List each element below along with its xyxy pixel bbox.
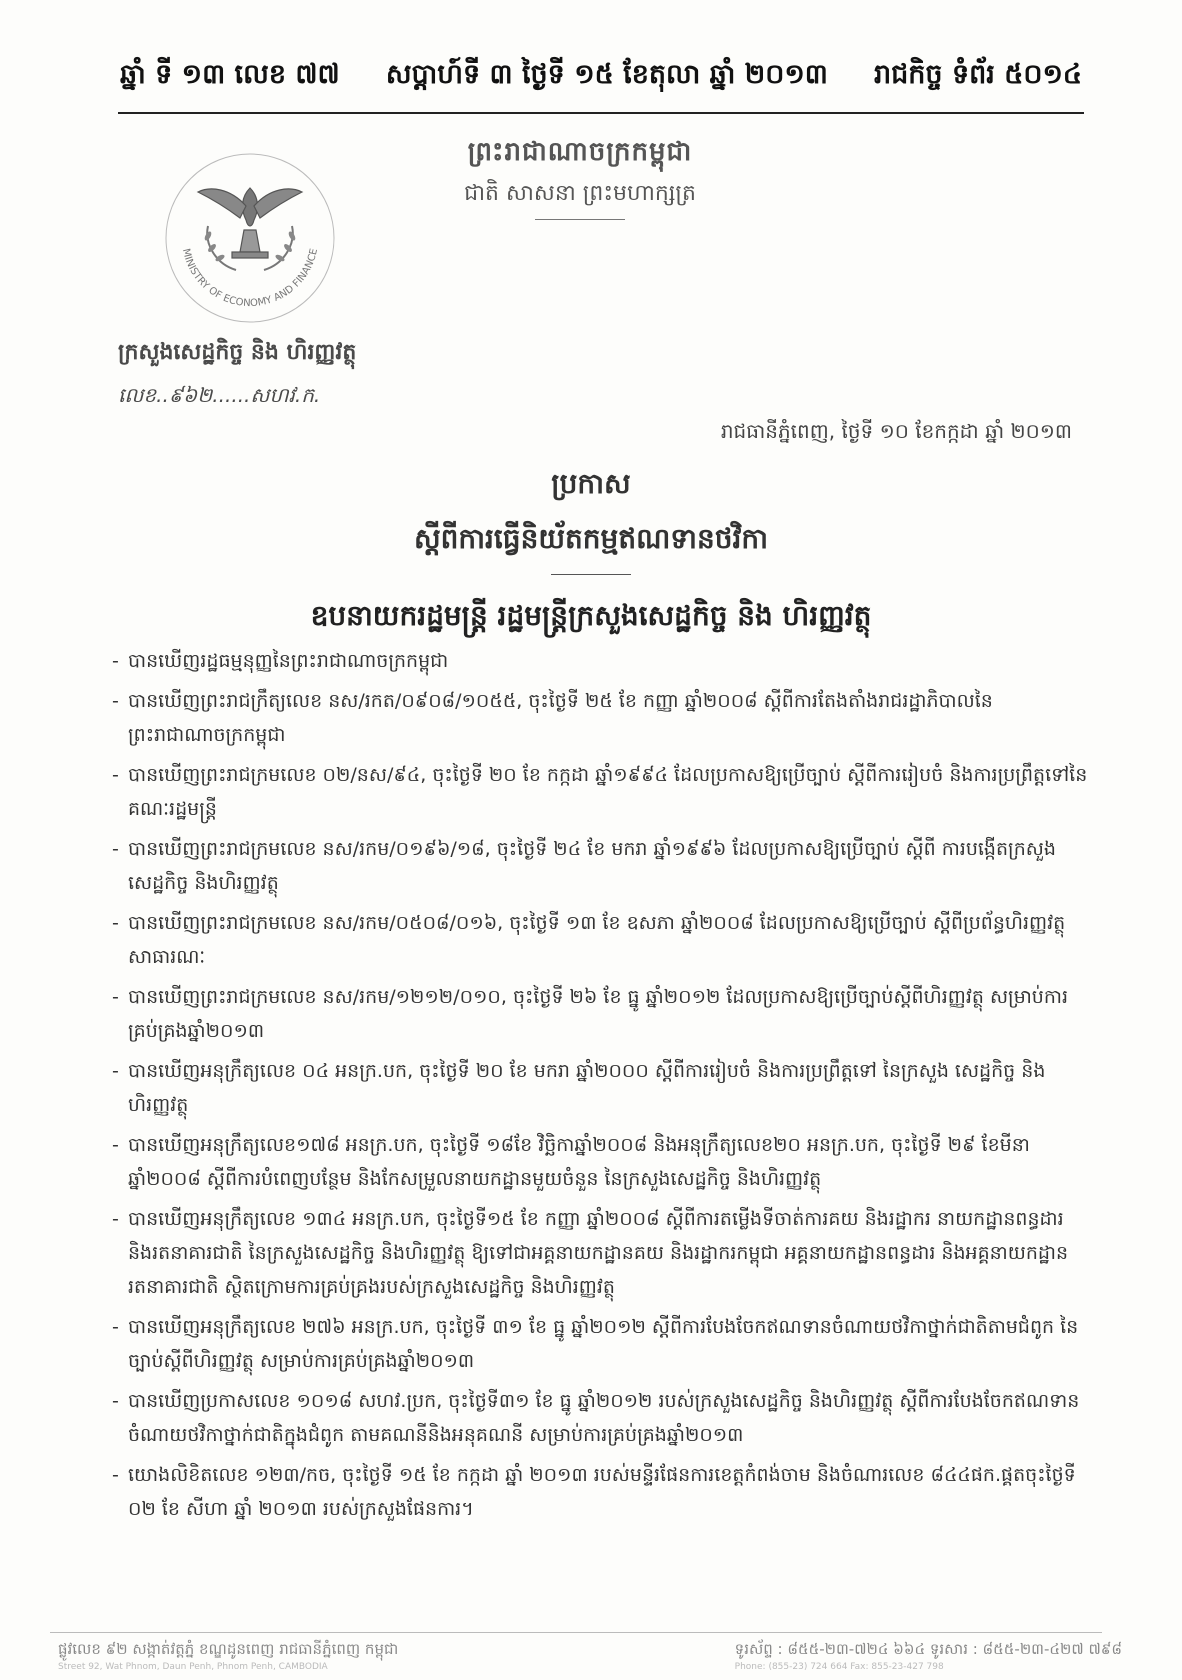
recital-item: - បានឃើញប្រកាសលេខ ១០១៨ សហវ.ប្រក, ចុះថ្ងៃទី៣១ ខែ ធ្នូ ឆ្នាំ២០១២ របស់ក្រសួងសេដ្ឋកិច្ច និងហិរញ្ញវត្ថុ ស្តីពីការបែងចែកឥណទានចំណាយថវិកាថ្នាក់ជាតិក្នុងជំពូក តាមគណនីនិងអនុគណនី សម្រាប់ការគ្រប់គ្រងឆ្នាំ២០១៣ bbox=[112, 1390, 1080, 1446]
recital-item: - បានឃើញព្រះរាជក្រឹត្យលេខ នស/រកត/០៩០៨/១០៥៥, ចុះថ្ងៃទី ២៥ ខែ កញ្ញា ឆ្នាំ២០០៨ ស្តីពីការតែងតាំងរាជរដ្ឋាភិបាលនៃព្រះរាជាណាចក្រកម្ពុជា bbox=[112, 690, 993, 746]
footer-address-khmer: ផ្លូវលេខ ៩២ សង្កាត់វត្តភ្នំ ខណ្ឌដូនពេញ រាជធានីភ្នំពេញ កម្ពុជា bbox=[58, 1640, 399, 1658]
recital-item: - បានឃើញព្រះរាជក្រមលេខ នស/រកម/១២១២/០១០, ចុះថ្ងៃទី ២៦ ខែ ធ្នូ ឆ្នាំ២០១២ ដែលប្រកាសឱ្យប្រើច្បាប់ស្តីពីហិរញ្ញវត្ថុ សម្រាប់ការគ្រប់គ្រងឆ្នាំ២០១៣ bbox=[112, 986, 1068, 1042]
document-title bbox=[0, 466, 1182, 575]
seal-ring-text: MINISTRY OF ECONOMY AND FINANCE bbox=[179, 247, 321, 310]
ministry-seal bbox=[160, 148, 340, 328]
page-footer bbox=[58, 1640, 1122, 1676]
footer-phone-khmer: ទូរស័ព្ទ : ៨៥៥-២៣-៧២៤ ៦៦៤ ទូរសារ : ៨៥៥-២៣-៤២៧ ៧៩៨ bbox=[734, 1640, 1122, 1658]
recitals-list bbox=[112, 644, 1090, 1532]
recital-item: - បានឃើញអនុក្រឹត្យលេខ ១៣៤ អនក្រ.បក, ចុះថ្ងៃទី១៥ ខែ កញ្ញា ឆ្នាំ២០០៨ ស្តីពីការតម្លើងទីចាត់ការគយ និងរដ្ឋាករ នាយកដ្ឋានពន្ធដារ និងរតនាគារជាតិ នៃក្រសួងសេដ្ឋកិច្ច និងហិរញ្ញវត្ថុ ឱ្យទៅជាអគ្គនាយកដ្ឋានគយ និងរដ្ឋាករកម្ពុជា អគ្គនាយកដ្ឋានពន្ធដារ និងអគ្គនាយកដ្ឋានរតនាគារជាតិ ស្ថិតក្រោមការគ្រប់គ្រងរបស់ក្រសួងសេដ្ឋកិច្ច និងហិរញ្ញវត្ថុ bbox=[112, 1208, 1069, 1298]
nation-religion-king: ជាតិ សាសនា ព្រះមហាក្សត្រ bbox=[464, 181, 696, 206]
recital-item: - បានឃើញអនុក្រឹត្យលេខ ២៧៦ អនក្រ.បក, ចុះថ្ងៃទី ៣១ ខែ ធ្នូ ឆ្នាំ២០១២ ស្តីពីការបែងចែកឥណទានចំណាយថវិកាថ្នាក់ជាតិតាមជំពូក នៃច្បាប់ស្តីពីហិរញ្ញវត្ថុ សម្រាប់ការគ្រប់គ្រងឆ្នាំ២០១៣ bbox=[112, 1316, 1079, 1372]
recital-item: - បានឃើញរដ្ឋធម្មនុញ្ញនៃព្រះរាជាណាចក្រកម្ពុជា bbox=[112, 650, 449, 672]
motto-ornament bbox=[535, 219, 625, 220]
footer-address-english: Street 92, Wat Phnom, Daun Penh, Phnom Penh, CAMBODIA bbox=[58, 1662, 328, 1672]
gazette-year-issue: ឆ្នាំ ទី ១៣ លេខ ៧៧ bbox=[120, 59, 340, 90]
recital-item: - បានឃើញព្រះរាជក្រមលេខ ០២/នស/៩៤, ចុះថ្ងៃទី ២០ ខែ កក្កដា ឆ្នាំ១៩៩៤ ដែលប្រកាសឱ្យប្រើច្បាប់ ស្តីពីការរៀបចំ និងការប្រព្រឹត្តទៅនៃគណៈរដ្ឋមន្ត្រី bbox=[112, 764, 1088, 820]
ministry-block bbox=[118, 338, 418, 412]
kingdom-motto bbox=[420, 135, 740, 220]
kingdom-name: ព្រះរាជាណាចក្រកម្ពុជា bbox=[467, 137, 693, 167]
reference-number: លេខ..៩៦២......សហវ.ក. bbox=[118, 383, 321, 407]
footer-phone-english: Phone: (855-23) 724 664 Fax: 855-23-427 798 bbox=[734, 1662, 944, 1672]
gazette-week-date: សប្តាហ៍ទី ៣ ថ្ងៃទី ១៥ ខែតុលា ឆ្នាំ ២០១៣ bbox=[385, 59, 828, 90]
recital-item: - បានឃើញអនុក្រឹត្យលេខ១៧៨ អនក្រ.បក, ចុះថ្ងៃទី ១៨ខែ វិច្ឆិកាឆ្នាំ២០០៨ និងអនុក្រឹត្យលេខ២០ អនក្រ.បក, ចុះថ្ងៃទី ២៩ ខែមីនាឆ្នាំ២០០៨ ស្តីពីការបំពេញបន្ថែម និងកែសម្រួលនាយកដ្ឋានមួយចំនួន នៃក្រសួងសេដ្ឋកិច្ច និងហិរញ្ញវត្ថុ bbox=[112, 1134, 1030, 1190]
gazette-header bbox=[120, 58, 1082, 97]
recital-item: - បានឃើញព្រះរាជក្រមលេខ នស/រកម/០៥០៨/០១៦, ចុះថ្ងៃទី ១៣ ខែ ឧសភា ឆ្នាំ២០០៨ ដែលប្រកាសឱ្យប្រើច្បាប់ ស្តីពីប្រព័ន្ធហិរញ្ញវត្ថុសាធារណៈ bbox=[112, 912, 1066, 968]
footer-divider bbox=[50, 1632, 1102, 1633]
recital-item: - យោងលិខិតលេខ ១២៣/កច, ចុះថ្ងៃទី ១៥ ខែ កក្កដា ឆ្នាំ ២០១៣ របស់មន្ទីរផែនការខេត្តកំពង់ចាម និងចំណារលេខ ៨៤៤ផក.ផ្គតចុះថ្ងៃទី ០២ ខែ សីហា ឆ្នាំ ២០១៣ របស់ក្រសួងផែនការ។ bbox=[112, 1464, 1076, 1520]
header-divider bbox=[118, 112, 1084, 114]
ministry-name: ក្រសួងសេដ្ឋកិច្ច និង ហិរញ្ញវត្ថុ bbox=[118, 340, 357, 365]
gazette-page-number: រាជកិច្ច ទំព័រ ៥០១៤ bbox=[874, 59, 1082, 90]
title-ornament bbox=[551, 574, 631, 575]
footer-address bbox=[58, 1640, 398, 1676]
garuda-seal-icon bbox=[198, 188, 302, 270]
issuing-authority: ឧបនាយករដ្ឋមន្ត្រី រដ្ឋមន្ត្រីក្រសួងសេដ្ឋកិច្ច និង ហិរញ្ញវត្ថុ bbox=[310, 599, 872, 632]
document-kind: ប្រកាស bbox=[551, 467, 631, 500]
recital-item: - បានឃើញអនុក្រឹត្យលេខ ០៤ អនក្រ.បក, ចុះថ្ងៃទី ២០ ខែ មករា ឆ្នាំ២០០០ ស្តីពីការរៀបចំ និងការប្រព្រឹត្តទៅ នៃក្រសួង សេដ្ឋកិច្ច និង ហិរញ្ញវត្ថុ bbox=[112, 1060, 1046, 1116]
recital-item: - បានឃើញព្រះរាជក្រមលេខ នស/រកម/០១៩៦/១៨, ចុះថ្ងៃទី ២៤ ខែ មករា ឆ្នាំ១៩៩៦ ដែលប្រកាសឱ្យប្រើច្បាប់ ស្តីពី ការបង្កើតក្រសួងសេដ្ឋកិច្ច និងហិរញ្ញវត្ថុ bbox=[112, 838, 1056, 894]
place-and-date: រាជធានីភ្នំពេញ, ថ្ងៃទី ១០ ខែកក្កដា ឆ្នាំ ២០១៣ bbox=[720, 419, 1072, 443]
document-subject: ស្តីពីការធ្វើនិយ័តកម្មឥណទានថវិកា bbox=[413, 522, 769, 555]
footer-contact bbox=[735, 1640, 1122, 1676]
